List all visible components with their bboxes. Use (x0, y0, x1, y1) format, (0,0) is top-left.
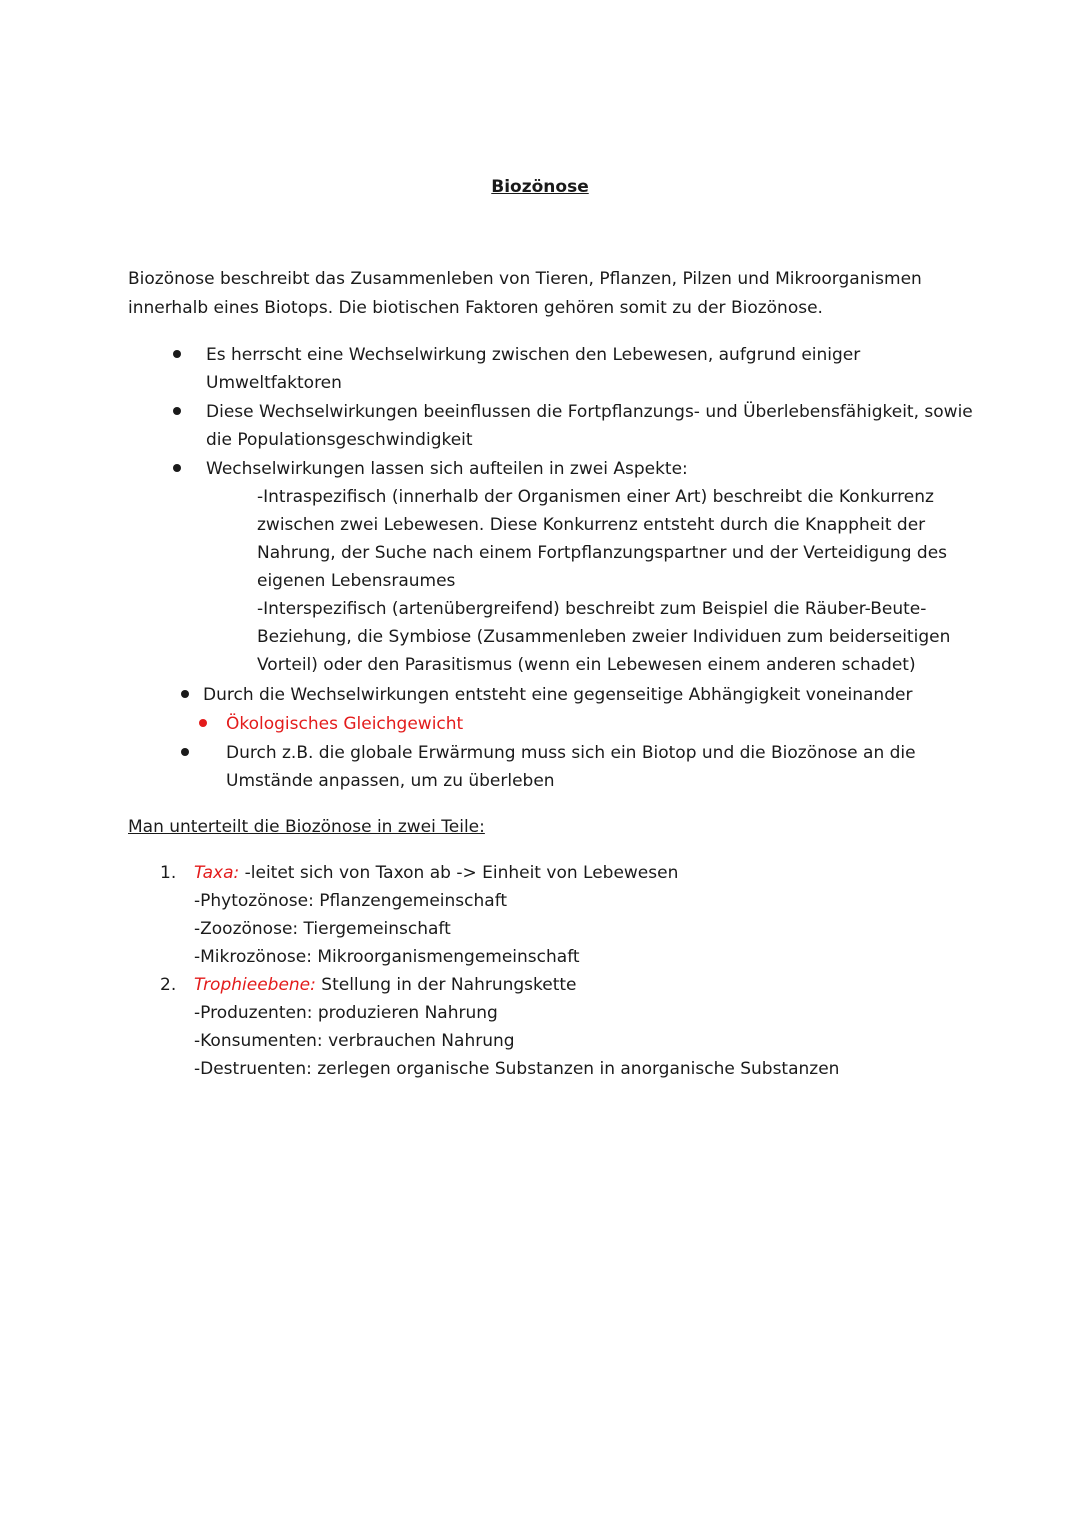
bullet-dot (181, 690, 189, 698)
list-item-1-line-1: -Phytozönose: Pflanzengemeinschaft (194, 891, 508, 911)
list-item-2-line-1: -Produzenten: produzieren Nahrung (194, 1003, 498, 1023)
list-item-1-term: Taxa: (194, 863, 240, 883)
bullet-dot (173, 464, 181, 472)
bullet-dot-red (199, 719, 207, 727)
bullet-5-line-1: Ökologisches Gleichgewicht (226, 714, 464, 734)
bullet-6-line-2: Umstände anpassen, um zu überleben (226, 771, 555, 791)
bullet-1-line-1: Es herrscht eine Wechselwirkung zwischen den Lebewesen, aufgrund einiger (206, 345, 861, 365)
sub-line-6: Beziehung, die Symbiose (Zusammenleben zweier Individuen zum beiderseitigen (257, 627, 951, 647)
list-item-2-line-3: -Destruenten: zerlegen organische Substanzen in anorganische Substanzen (194, 1059, 840, 1079)
bullet-4-line-1: Durch die Wechselwirkungen entsteht eine gegenseitige Abhängigkeit voneinander (203, 685, 913, 705)
list-item-2-line-2: -Konsumenten: verbrauchen Nahrung (194, 1031, 515, 1051)
list-item-1-line-3: -Mikrozönose: Mikroorganismengemeinschaft (194, 947, 580, 967)
sub-line-7: Vorteil) oder den Parasitismus (wenn ein Lebewesen einem anderen schadet) (257, 655, 916, 675)
intro-line-2: innerhalb eines Biotops. Die biotischen Faktoren gehören somit zu der Biozönose. (128, 298, 823, 318)
sub-line-2: zwischen zwei Lebewesen. Diese Konkurrenz entsteht durch die Knappheit der (257, 515, 926, 535)
list-number-2: 2. (160, 975, 177, 995)
list-item-1-line-2: -Zoozönose: Tiergemeinschaft (194, 919, 451, 939)
sub-line-1: -Intraspezifisch (innerhalb der Organismen einer Art) beschreibt die Konkurrenz (257, 487, 934, 507)
bullet-6-line-1: Durch z.B. die globale Erwärmung muss sich ein Biotop und die Biozönose an die (226, 743, 916, 763)
list-item-2-rest: Stellung in der Nahrungskette (315, 975, 577, 995)
sub-line-5: -Interspezifisch (artenübergreifend) beschreibt zum Beispiel die Räuber-Beute- (257, 599, 927, 619)
bullet-dot (173, 350, 181, 358)
sub-line-3: Nahrung, der Suche nach einem Fortpflanzungspartner und der Verteidigung des (257, 543, 948, 563)
section-heading: Man unterteilt die Biozönose in zwei Teile: (128, 817, 485, 837)
intro-line-1: Biozönose beschreibt das Zusammenleben von Tieren, Pflanzen, Pilzen und Mikroorganismen (128, 269, 922, 289)
bullet-dot (173, 407, 181, 415)
bullet-dot (181, 748, 189, 756)
list-item-1-rest: -leitet sich von Taxon ab -> Einheit von Lebewesen (239, 863, 679, 883)
bullet-2-line-2: die Populationsgeschwindigkeit (206, 430, 473, 450)
page-title: Biozönose (491, 177, 589, 197)
list-item-2-term: Trophieebene: (194, 975, 316, 995)
list-number-1: 1. (160, 863, 177, 883)
list-item-2-head (194, 974, 577, 996)
bullet-2-line-1: Diese Wechselwirkungen beeinflussen die Fortpflanzungs- und Überlebensfähigkeit, sowie (206, 402, 973, 422)
bullet-1-line-2: Umweltfaktoren (206, 373, 342, 393)
bullet-3-line-1: Wechselwirkungen lassen sich aufteilen in zwei Aspekte: (206, 459, 688, 479)
sub-line-4: eigenen Lebensraumes (257, 571, 456, 591)
list-item-1-head (194, 862, 678, 884)
